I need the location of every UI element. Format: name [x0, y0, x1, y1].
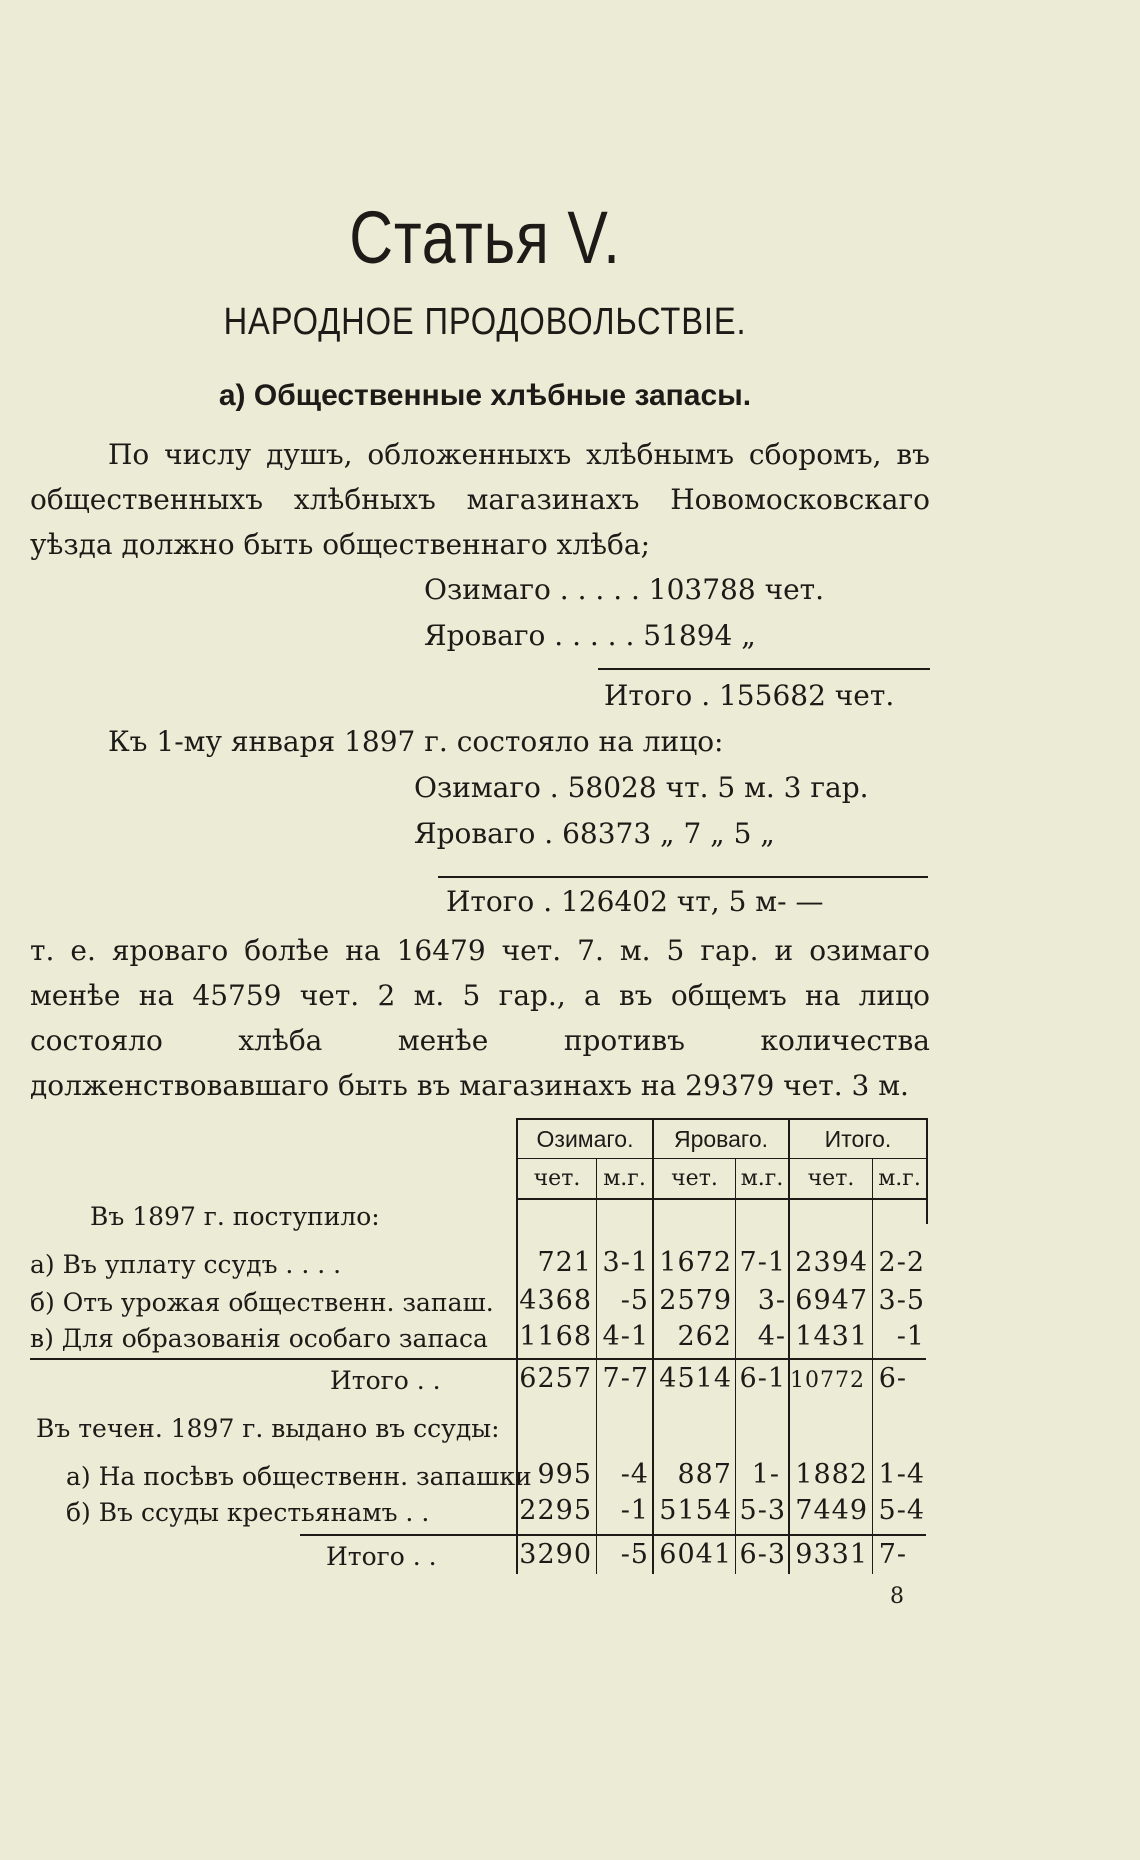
cell: -5 [620, 1285, 649, 1316]
cell: 4368 [519, 1285, 592, 1316]
cell: 5154 [659, 1495, 732, 1526]
subheader: чет. [671, 1166, 718, 1191]
cell: 10772 [790, 1368, 865, 1393]
cell: 1168 [519, 1321, 592, 1352]
cell: 7- [878, 1539, 907, 1570]
row-label: в) Для образованія особаго запаса [30, 1324, 488, 1353]
row-label: б) Въ ссуды крестьянамъ . . [66, 1498, 430, 1527]
row-label: б) Отъ урожая общественн. запаш. [30, 1288, 494, 1317]
cell: 4- [757, 1321, 786, 1352]
received-total-label: Итого . . [330, 1366, 441, 1395]
col-line [926, 1118, 928, 1224]
article-subtitle: НАРОДНОЕ ПРОДОВОЛЬСТВІЕ. [223, 301, 747, 343]
cell: 6041 [659, 1539, 732, 1570]
cell: 3-5 [878, 1285, 925, 1316]
subheader: чет. [807, 1166, 855, 1191]
cell: 3-1 [602, 1247, 649, 1278]
cell: -5 [620, 1539, 649, 1570]
header-ozimago: Озимаго. [536, 1126, 634, 1152]
issued-total-label: Итого . . [326, 1542, 437, 1571]
cell: 3290 [519, 1539, 592, 1570]
subheader: чет. [533, 1166, 581, 1191]
cell: -1 [896, 1321, 925, 1352]
cell: 1882 [795, 1459, 868, 1490]
received-heading: Въ 1897 г. поступило: [90, 1202, 380, 1231]
cell: 6947 [795, 1285, 868, 1316]
onhand-ozimago: Озимаго . 58028 чт. 5 м. 3 гар. [414, 771, 869, 804]
intro-paragraph-text: По числу душъ, обложенныхъ хлѣбнымъ сборомъ, въ общественныхъ хлѣбныхъ магазинахъ Новомосковскаго уѣзда должно быть общественнаго хлѣба; [30, 438, 930, 561]
required-ozimago: Озимаго . . . . . 103788 чет. [424, 573, 825, 606]
header-yarovago: Яроваго. [673, 1126, 768, 1152]
cell: -1 [620, 1495, 649, 1526]
cell: 2295 [519, 1495, 592, 1526]
cell: 262 [677, 1321, 732, 1352]
received-total-rule [30, 1358, 926, 1360]
cell: 7-1 [739, 1247, 786, 1278]
cell: 5-4 [878, 1495, 925, 1526]
cell: 2-2 [878, 1247, 925, 1278]
cell: 2579 [659, 1285, 732, 1316]
cell: 4-1 [602, 1321, 649, 1352]
cell: 1- [751, 1459, 780, 1490]
as-of-line: Къ 1-му января 1897 г. состояло на лицо: [108, 725, 724, 758]
cell: 6- [878, 1363, 907, 1394]
cell: 1431 [795, 1321, 868, 1352]
section-heading: а) Общественные хлѣбные запасы. [218, 379, 752, 412]
table-group-rule [516, 1158, 926, 1159]
cell: 3- [757, 1285, 786, 1316]
row-label: а) Въ уплату ссудъ . . . . [30, 1250, 342, 1279]
subheader: м.г. [878, 1166, 921, 1191]
subheader: м.г. [740, 1166, 784, 1191]
issued-total-rule [300, 1534, 926, 1536]
cell: -4 [620, 1459, 649, 1490]
cell: 9331 [795, 1539, 868, 1570]
cell: 6257 [519, 1363, 592, 1394]
onhand-total: Итого . 126402 чт, 5 м- — [446, 885, 824, 918]
cell: 721 [537, 1247, 592, 1278]
table-header-rule [516, 1198, 926, 1200]
cell: 887 [677, 1459, 732, 1490]
onhand-yarovago: Яроваго . 68373 „ 7 „ 5 „ [414, 817, 775, 850]
cell: 6-1 [739, 1363, 786, 1394]
cell: 5-3 [739, 1495, 786, 1526]
cell: 7449 [795, 1495, 868, 1526]
required-yarovago: Яроваго . . . . . 51894 „ [424, 619, 756, 652]
cell: 4514 [659, 1363, 732, 1394]
subheader: м.г. [603, 1166, 646, 1191]
cell: 1672 [659, 1247, 732, 1278]
cell: 995 [537, 1459, 592, 1490]
issued-heading: Въ течен. 1897 г. выдано въ ссуды: [36, 1414, 500, 1443]
cell: 6-3 [739, 1539, 786, 1570]
cell: 2394 [795, 1247, 868, 1278]
header-itogo: Итого. [824, 1126, 892, 1152]
summary-paragraph: т. е. яроваго болѣе на 16479 чет. 7. м. 5 гар. и озимаго менѣе на 45759 чет. 2 м. 5 гар., а въ общемъ на лицо состояло хлѣба менѣе противъ количества долженствовавшаго быть въ магазинахъ на 29379 чет. 3 м. [30, 934, 930, 1102]
article-title: Статья V. [349, 196, 621, 279]
required-total: Итого . 155682 чет. [604, 679, 895, 712]
table-top-rule [516, 1118, 926, 1120]
cell: 1-4 [878, 1459, 925, 1490]
cell: 7-7 [602, 1363, 649, 1394]
row-label: а) На посѣвъ общественн. запашки [66, 1462, 532, 1491]
page-number: 8 [890, 1584, 904, 1609]
